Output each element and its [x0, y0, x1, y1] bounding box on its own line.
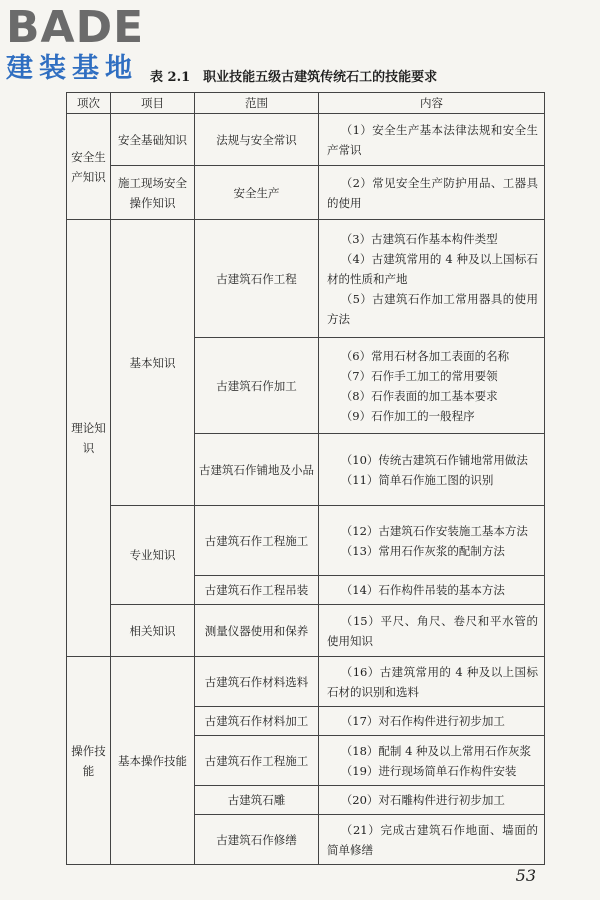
header-xiangmu: 项目 [111, 93, 195, 114]
content-line: （18）配制 4 种及以上常用石作灰浆 [340, 743, 532, 758]
xiangmu-xiangguan: 相关知识 [111, 605, 195, 657]
table-row [67, 506, 545, 576]
table-title: 表 2.1 职业技能五级古建筑传统石工的技能要求 [150, 70, 438, 85]
content-cell [319, 114, 545, 166]
fanwei-cell: 安全生产 [195, 166, 319, 220]
content-line: （3）古建筑石作基本构件类型 [340, 231, 498, 246]
fanwei-cell: 古建筑石作工程施工 [195, 736, 319, 786]
content-cell [319, 576, 545, 605]
fanwei-cell: 古建筑石作铺地及小品 [195, 434, 319, 506]
table-row [67, 114, 545, 166]
header-fanwei: 范围 [195, 93, 319, 114]
content-line: （6）常用石材各加工表面的名称 [340, 348, 510, 363]
content-line: （13）常用石作灰浆的配制方法 [340, 543, 505, 558]
content-cell [319, 605, 545, 657]
content-cell [319, 657, 545, 707]
fanwei-cell: 法规与安全常识 [195, 114, 319, 166]
xiangmu-caozuo: 基本操作技能 [111, 657, 195, 865]
content-line: （17）对石作构件进行初步加工 [340, 714, 505, 728]
content-line: （2）常见安全生产防护用品、工器具的使用 [327, 175, 538, 210]
fanwei-cell: 古建筑石作加工 [195, 338, 319, 434]
table-row [67, 605, 545, 657]
page-number: 53 [515, 866, 536, 885]
content-cell [319, 736, 545, 786]
logo-main-text: BADE [6, 2, 145, 53]
content-line: （9）石作加工的一般程序 [340, 408, 475, 423]
fanwei-cell: 古建筑石雕 [195, 786, 319, 815]
content-line: （10）传统古建筑石作铺地常用做法 [340, 452, 528, 467]
header-xiangci: 项次 [67, 93, 111, 114]
table-row [67, 166, 545, 220]
content-line: （16）古建筑常用的 4 种及以上国标石材的识别和选料 [327, 664, 538, 699]
content-cell [319, 506, 545, 576]
content-line: （11）简单石作施工图的识别 [340, 472, 494, 487]
content-cell [319, 220, 545, 338]
content-line: （4）古建筑常用的 4 种及以上国标石材的性质和产地 [327, 251, 538, 286]
table-header-row [67, 93, 545, 114]
xiangmu-jiben: 基本知识 [111, 220, 195, 506]
content-line: （14）石作构件吊装的基本方法 [340, 583, 505, 597]
fanwei-cell: 测量仪器使用和保养 [195, 605, 319, 657]
xiangci-caozuo: 操作技能 [67, 657, 111, 865]
content-line: （7）石作手工加工的常用要领 [340, 368, 498, 383]
content-line: （19）进行现场简单石作构件安装 [340, 763, 517, 778]
table-row [67, 657, 545, 707]
xiangmu-cell: 安全基础知识 [111, 114, 195, 166]
skills-requirement-table [66, 92, 545, 865]
fanwei-cell: 古建筑石作材料加工 [195, 707, 319, 736]
content-cell [319, 786, 545, 815]
content-line: （21）完成古建筑石作地面、墙面的简单修缮 [327, 822, 538, 857]
content-line: （20）对石雕构件进行初步加工 [340, 793, 505, 807]
content-cell [319, 434, 545, 506]
xiangci-anquan: 安全生产知识 [67, 114, 111, 220]
content-cell [319, 338, 545, 434]
content-cell [319, 166, 545, 220]
fanwei-cell: 古建筑石作工程 [195, 220, 319, 338]
content-cell [319, 707, 545, 736]
logo-sub-text: 建装基地 [6, 53, 138, 84]
fanwei-cell: 古建筑石作工程吊装 [195, 576, 319, 605]
content-line: （15）平尺、角尺、卷尺和平水管的使用知识 [327, 613, 538, 648]
content-line: （12）古建筑石作安装施工基本方法 [340, 523, 528, 538]
table-row [67, 220, 545, 338]
content-line: （1）安全生产基本法律法规和安全生产常识 [327, 122, 538, 157]
header-neirong: 内容 [319, 93, 545, 114]
fanwei-cell: 古建筑石作工程施工 [195, 506, 319, 576]
fanwei-cell: 古建筑石作修缮 [195, 815, 319, 865]
xiangmu-zhuanye: 专业知识 [111, 506, 195, 605]
content-line: （5）古建筑石作加工常用器具的使用方法 [327, 291, 538, 326]
content-cell [319, 815, 545, 865]
fanwei-cell: 古建筑石作材料选料 [195, 657, 319, 707]
xiangci-lilun: 理论知识 [67, 220, 111, 657]
content-line: （8）石作表面的加工基本要求 [340, 388, 498, 403]
xiangmu-cell: 施工现场安全操作知识 [111, 166, 195, 220]
